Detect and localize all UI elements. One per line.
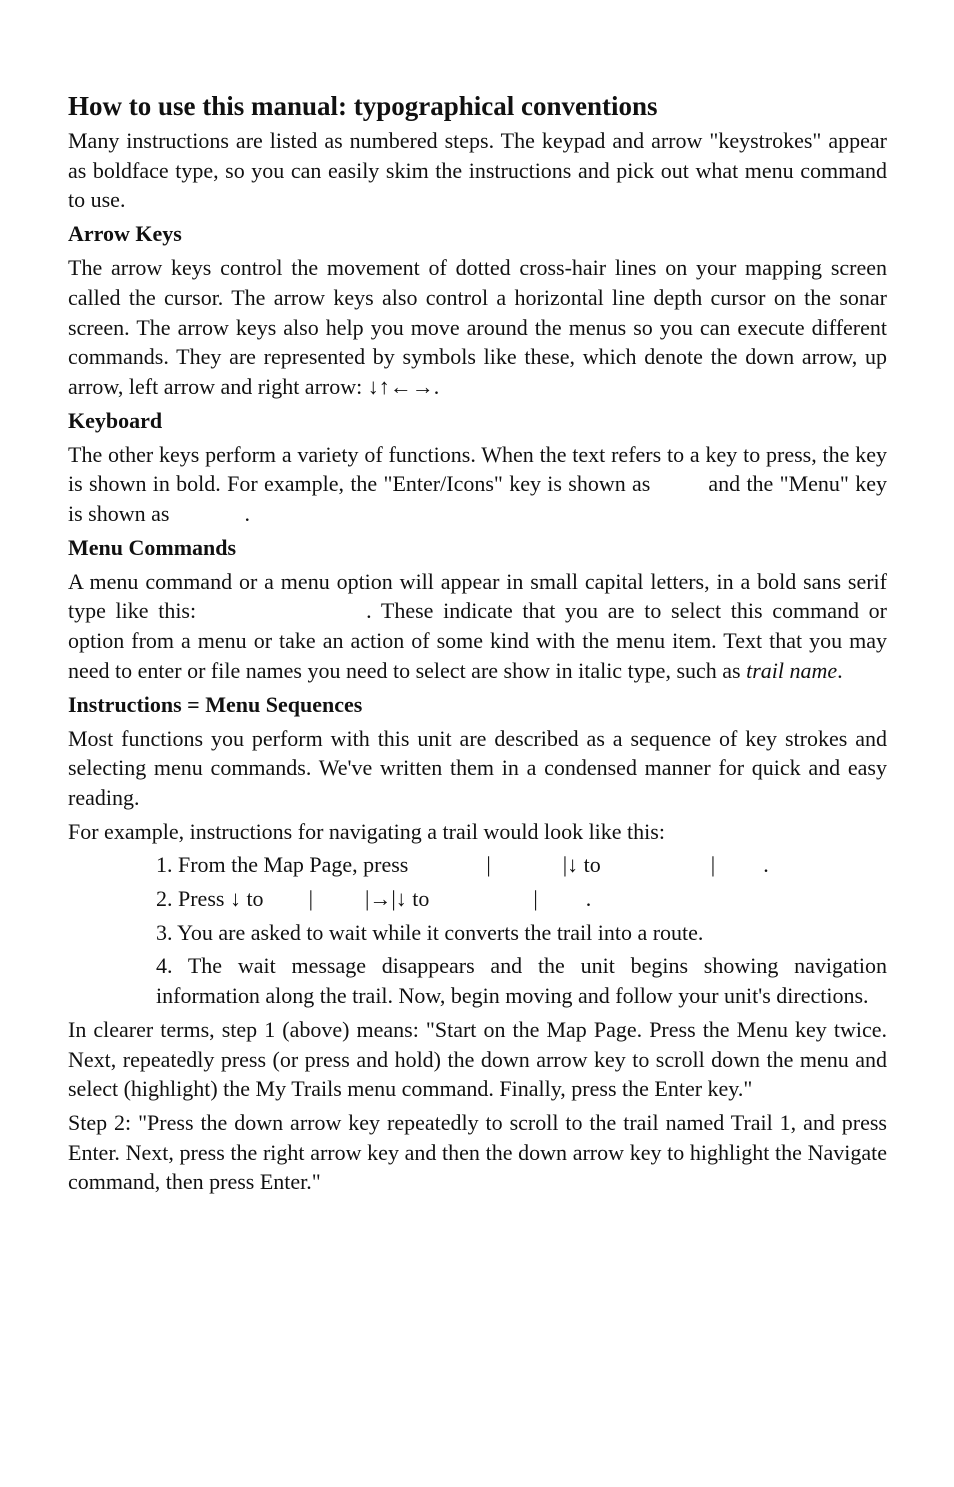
step-2-explained-paragraph: Step 2: "Press the down arrow key repeatedly to scroll to the trail named Trail 1, and press Enter. Next, press the right arrow key and then the down arrow key to highlight the Navigate command, then press Enter." bbox=[68, 1109, 887, 1195]
step-1-sep-3: | bbox=[710, 852, 716, 878]
menu-commands-end: . bbox=[837, 657, 843, 683]
manual-page bbox=[68, 88, 887, 1201]
italic-example: trail name bbox=[746, 657, 838, 683]
step-2 bbox=[156, 884, 887, 914]
menu-commands-text-start: A menu command or a menu option will appear in small capital letters, in a bold sans serif type like this: bbox=[68, 568, 887, 624]
keyboard-paragraph bbox=[68, 440, 887, 529]
instructions-heading: Instructions = Menu Sequences bbox=[68, 691, 363, 717]
menu-commands-heading: Menu Commands bbox=[68, 534, 237, 560]
step-3: 3. You are asked to wait while it converts the trail into a route. bbox=[156, 919, 704, 945]
clearer-terms-paragraph: In clearer terms, step 1 (above) means: "Start on the Map Page. Press the Menu key twice. Next, repeatedly press (or press and hold) the down arrow key to scroll down the menu and select (highlight) the My Trails menu command. Finally, press the Enter key." bbox=[68, 1016, 887, 1102]
arrow-keys-text: The arrow keys control the movement of dotted cross-hair lines on your mapping screen called the cursor. The arrow keys also control a horizontal line depth cursor on the sonar screen. The arrow keys also help you move around the menus so you can execute different commands. They are represented by symbols like these, which denote the down arrow, up arrow, left arrow and right arrow: bbox=[68, 255, 887, 399]
step-4: 4. The wait message disappears and the unit begins showing navigation information along the trail. Now, begin moving and follow your unit's directions. bbox=[156, 953, 887, 1009]
step-1 bbox=[156, 850, 887, 880]
keyboard-text-mid: and the "Menu" key is shown as bbox=[68, 471, 887, 527]
step-1-end: . bbox=[763, 852, 769, 878]
step-2-text: 2. Press ↓ to bbox=[156, 886, 264, 912]
menu-commands-paragraph bbox=[68, 567, 887, 686]
step-2-sep-3: | bbox=[533, 886, 538, 912]
step-2-end: . bbox=[585, 886, 592, 912]
step-1-text: 1. From the Map Page, press bbox=[156, 852, 409, 878]
keyboard-end: . bbox=[244, 501, 250, 527]
arrow-keys-paragraph bbox=[68, 253, 887, 402]
keyboard-heading: Keyboard bbox=[68, 407, 163, 433]
menu-commands-text-end: . These indicate that you are to select this command or option from a menu or take an action of some kind with the menu item. Text that you may need to enter or file names you need to select are show in italic type, such as bbox=[68, 598, 887, 683]
arrow-symbols: ↓↑←→ bbox=[367, 373, 434, 399]
step-2-sep-1: | bbox=[308, 886, 313, 912]
example-intro: For example, instructions for navigating a trail would look like this: bbox=[68, 818, 665, 844]
step-2-sep-2: |→|↓ to bbox=[364, 886, 430, 912]
instructions-paragraph: Most functions you perform with this unit are described as a sequence of key strokes and selecting menu commands. We've written them in a condensed manner for quick and easy reading. bbox=[68, 725, 887, 810]
step-1-sep-1: | bbox=[486, 852, 491, 878]
arrow-keys-heading: Arrow Keys bbox=[68, 221, 182, 247]
step-1-sep-2: |↓ to bbox=[562, 852, 601, 878]
keyboard-text-start: The other keys perform a variety of functions. When the text refers to a key to press, the key is shown in bold. For example, the "Enter/Icons" key is shown as bbox=[68, 441, 887, 497]
example-steps bbox=[156, 850, 887, 1011]
intro-paragraph: Many instructions are listed as numbered steps. The keypad and arrow "keystrokes" appear as boldface type, so you can easily skim the instructions and pick out what menu command to use. bbox=[68, 128, 887, 213]
arrow-keys-end: . bbox=[433, 373, 440, 399]
page-title: How to use this manual: typographical conventions bbox=[68, 91, 658, 121]
